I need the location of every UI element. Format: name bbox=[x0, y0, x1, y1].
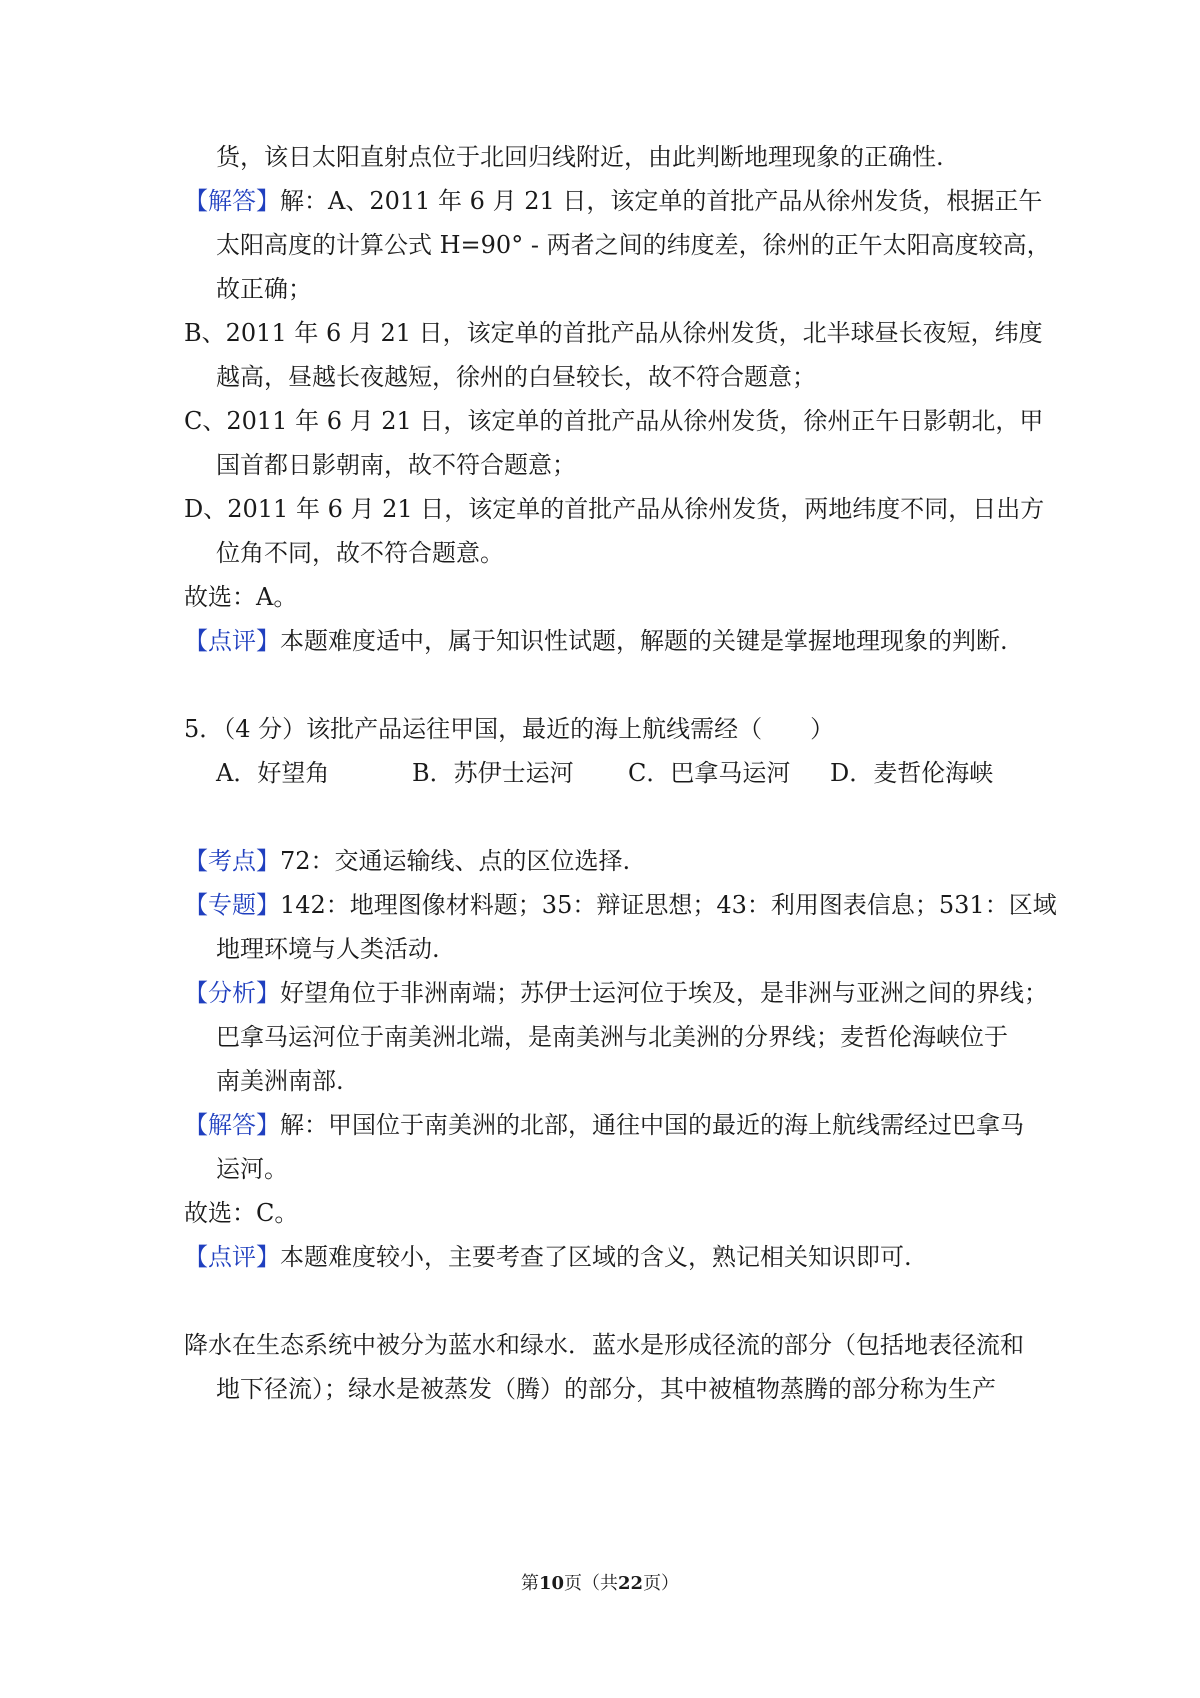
q4-answer-line-1 bbox=[184, 185, 1042, 217]
q5-zhuanti-text-1: 142：地理图像材料题；35：辩证思想；43：利用图表信息；531：区域 bbox=[280, 891, 1057, 919]
answer-tag: 【解答】 bbox=[184, 187, 280, 215]
q5-answer-text-1: 解：甲国位于南美洲的北部，通往中国的最近的海上航线需经过巴拿马 bbox=[280, 1111, 1024, 1139]
footer-pre: 第 bbox=[520, 1573, 539, 1594]
q5-fenxi-text-1: 好望角位于非洲南端；苏伊士运河位于埃及，是非洲与亚洲之间的界线； bbox=[280, 979, 1048, 1007]
q4-choice: 故选：A。 bbox=[184, 583, 298, 611]
q5-fenxi-line-3: 南美洲南部. bbox=[216, 1067, 344, 1095]
footer-total-pages: 22 bbox=[618, 1573, 644, 1594]
comment-tag: 【点评】 bbox=[184, 1243, 280, 1271]
q5-answer-line-1 bbox=[184, 1109, 1024, 1141]
analysis-continuation: 货，该日太阳直射点位于北回归线附近，由此判断地理现象的正确性. bbox=[216, 143, 944, 171]
q5-kaodian bbox=[184, 845, 630, 877]
q4-option-c-line-1: C、2011 年 6 月 21 日，该定单的首批产品从徐州发货，徐州正午日影朝北，甲 bbox=[184, 407, 1044, 435]
q5-fenxi-line-1 bbox=[184, 977, 1048, 1009]
q5-answer-line-2: 运河。 bbox=[216, 1155, 288, 1183]
passage-line-2: 地下径流）；绿水是被蒸发（腾）的部分，其中被植物蒸腾的部分称为生产 bbox=[216, 1375, 996, 1403]
q5-option-c: C．巴拿马运河 bbox=[628, 759, 791, 787]
q5-zhuanti-line-2: 地理环境与人类活动. bbox=[216, 935, 440, 963]
q4-option-c-line-2: 国首都日影朝南，故不符合题意； bbox=[216, 451, 576, 479]
q5-comment-text: 本题难度较小，主要考查了区域的含义，熟记相关知识即可. bbox=[280, 1243, 912, 1271]
q5-fenxi-line-2: 巴拿马运河位于南美洲北端，是南美洲与北美洲的分界线；麦哲伦海峡位于 bbox=[216, 1023, 1008, 1051]
q5-choice: 故选：C。 bbox=[184, 1199, 299, 1227]
q4-option-d-line-2: 位角不同，故不符合题意。 bbox=[216, 539, 504, 567]
q4-answer-line-2: 太阳高度的计算公式 H=90° - 两者之间的纬度差，徐州的正午太阳高度较高， bbox=[216, 231, 1051, 259]
footer-page-number: 10 bbox=[538, 1573, 564, 1594]
passage-line-1: 降水在生态系统中被分为蓝水和绿水．蓝水是形成径流的部分（包括地表径流和 bbox=[184, 1331, 1024, 1359]
q5-option-a: A．好望角 bbox=[216, 759, 330, 787]
kaodian-tag: 【考点】 bbox=[184, 847, 280, 875]
comment-tag: 【点评】 bbox=[184, 627, 280, 655]
q5-comment bbox=[184, 1241, 912, 1273]
q5-option-d: D．麦哲伦海峡 bbox=[830, 759, 994, 787]
q5-option-b: B．苏伊士运河 bbox=[412, 759, 574, 787]
footer-post: 页） bbox=[643, 1573, 680, 1594]
q5-kaodian-text: 72：交通运输线、点的区位选择. bbox=[280, 847, 631, 875]
q4-option-b-line-2: 越高，昼越长夜越短，徐州的白昼较长，故不符合题意； bbox=[216, 363, 816, 391]
q5-stem: 5．（4 分）该批产品运往甲国，最近的海上航线需经（ ） bbox=[184, 715, 835, 743]
q4-option-d-line-1: D、2011 年 6 月 21 日，该定单的首批产品从徐州发货，两地纬度不同，日出方 bbox=[184, 495, 1045, 523]
q5-zhuanti-line-1 bbox=[184, 889, 1057, 921]
q4-comment bbox=[184, 625, 1008, 657]
q4-comment-text: 本题难度适中，属于知识性试题，解题的关键是掌握地理现象的判断. bbox=[280, 627, 1008, 655]
fenxi-tag: 【分析】 bbox=[184, 979, 280, 1007]
page-footer bbox=[0, 1572, 1200, 1596]
answer-tag: 【解答】 bbox=[184, 1111, 280, 1139]
q4-answer-text-1: 解：A、2011 年 6 月 21 日，该定单的首批产品从徐州发货，根据正午 bbox=[280, 187, 1043, 215]
zhuanti-tag: 【专题】 bbox=[184, 891, 280, 919]
q4-answer-line-3: 故正确； bbox=[216, 275, 312, 303]
q4-option-b-line-1: B、2011 年 6 月 21 日，该定单的首批产品从徐州发货，北半球昼长夜短，纬度 bbox=[184, 319, 1043, 347]
footer-mid: 页（共 bbox=[564, 1573, 618, 1594]
